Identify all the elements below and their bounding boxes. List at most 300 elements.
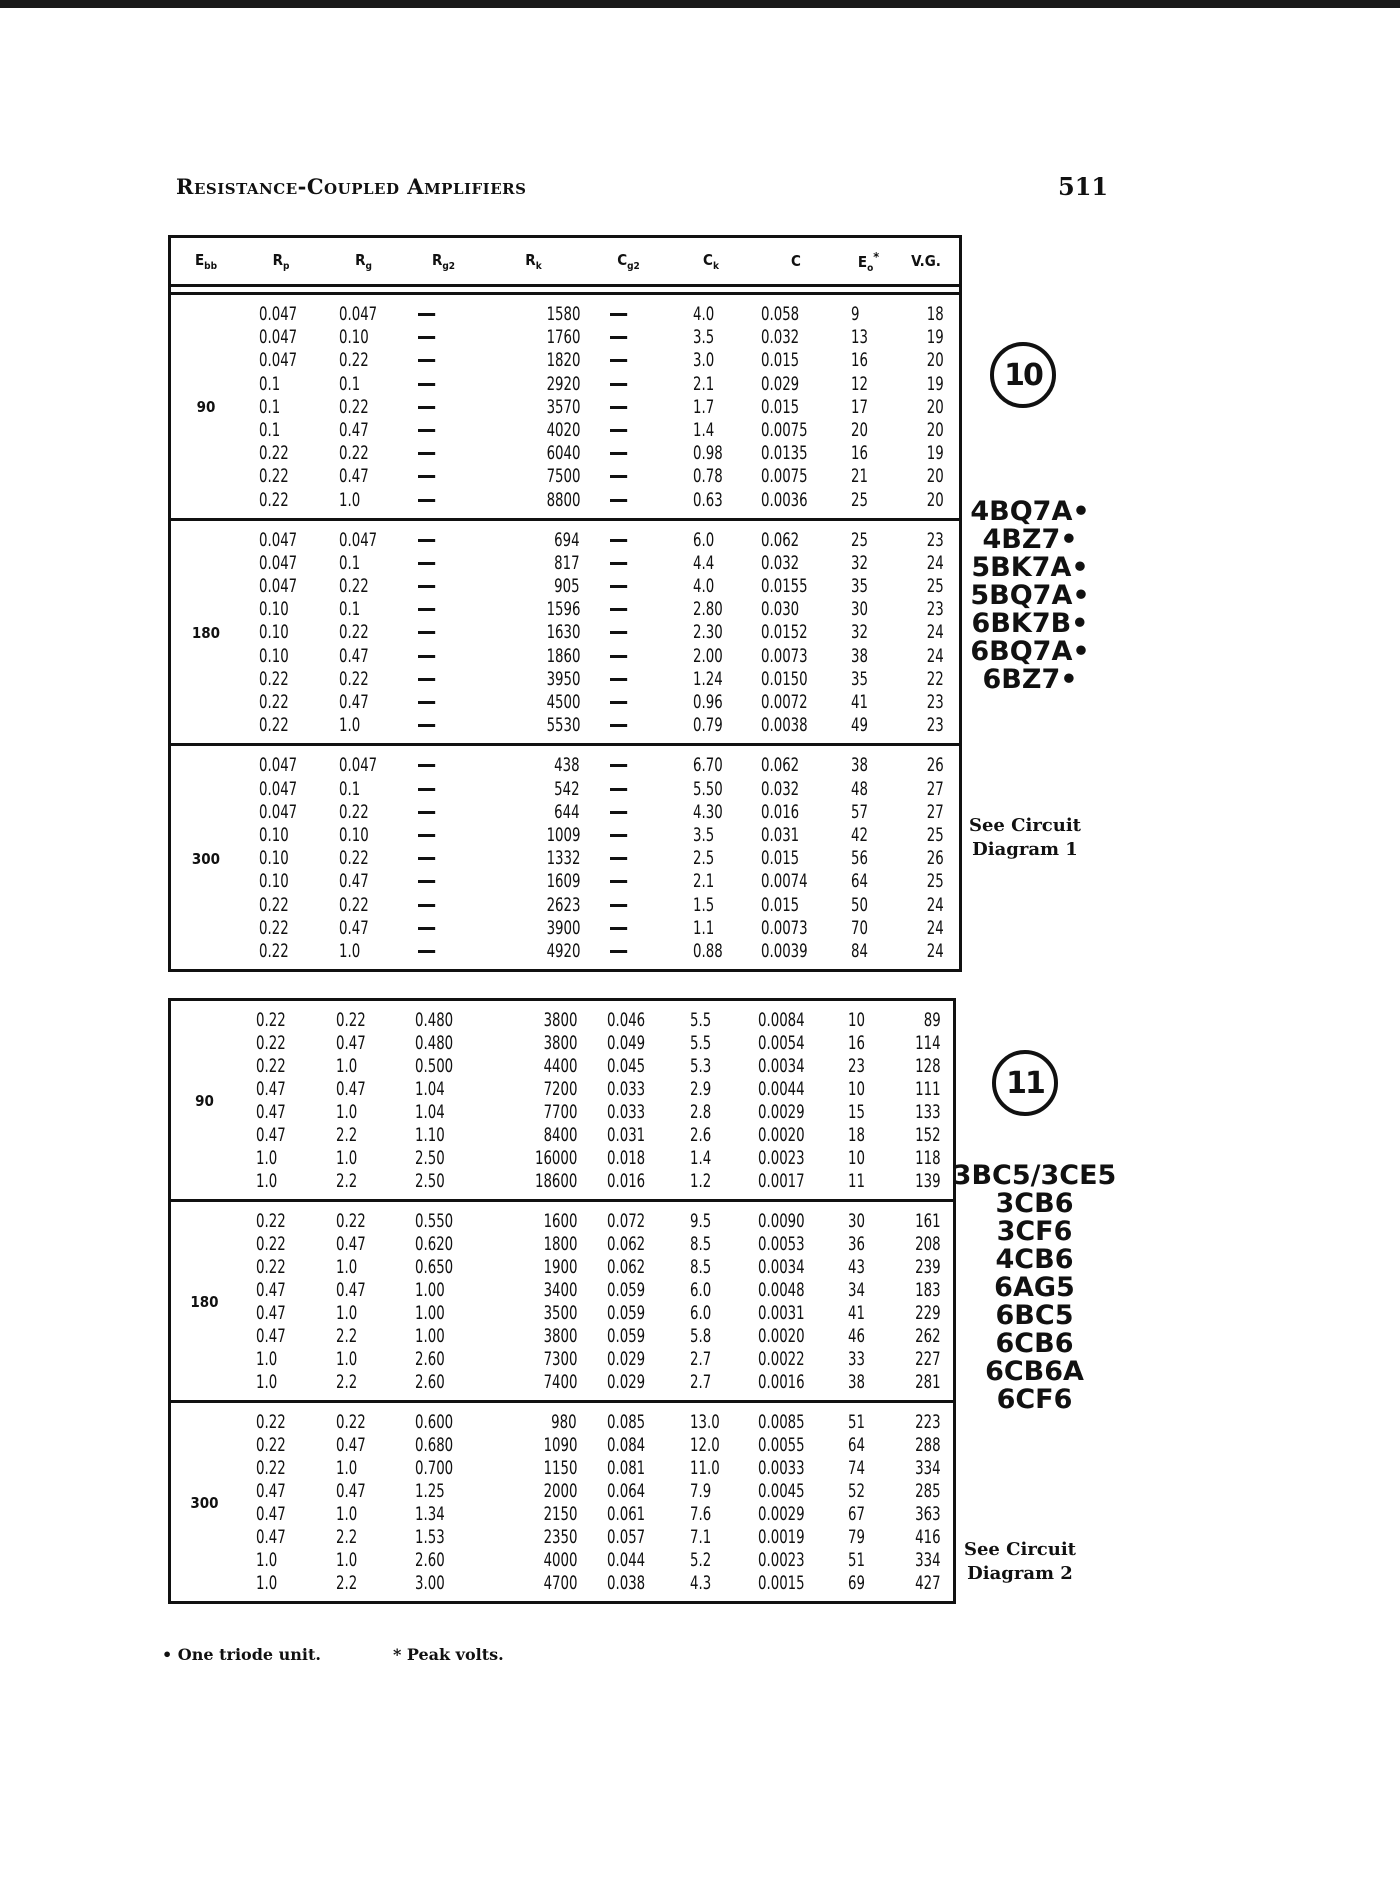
table-cell bbox=[238, 1210, 318, 1233]
table-cell bbox=[671, 778, 751, 801]
cell-value: 3500 bbox=[543, 1302, 577, 1324]
table-cell bbox=[403, 1411, 478, 1434]
cell-value: 0.47 bbox=[256, 1503, 286, 1525]
table-cell bbox=[321, 870, 406, 893]
table-cell bbox=[318, 1124, 403, 1147]
table-cell bbox=[241, 529, 321, 552]
dash-not-applicable bbox=[418, 608, 435, 611]
cell-value: 23 bbox=[927, 528, 944, 551]
cell-value: 1.0 bbox=[256, 1549, 278, 1571]
table-cell bbox=[838, 1233, 893, 1256]
table-cell bbox=[671, 326, 751, 349]
table-cell bbox=[403, 1101, 478, 1124]
cell-value: 111 bbox=[915, 1078, 941, 1100]
table-row bbox=[238, 1434, 953, 1457]
table-cell bbox=[896, 598, 956, 621]
table-cell bbox=[893, 1503, 953, 1526]
cell-value: 0.0033 bbox=[758, 1457, 805, 1479]
cell-value: 0.47 bbox=[256, 1279, 286, 1301]
table-cell bbox=[583, 1572, 668, 1595]
running-head: Resistance-Coupled Amplifiers bbox=[176, 174, 527, 199]
table-cell bbox=[318, 1009, 403, 1032]
footnote-triode: • One triode unit. bbox=[162, 1645, 321, 1664]
cell-value: 0.032 bbox=[761, 551, 800, 574]
cell-value: 46 bbox=[848, 1325, 865, 1347]
table-cell bbox=[406, 714, 481, 737]
cell-value: 3.5 bbox=[693, 326, 715, 349]
table-cell bbox=[838, 1411, 893, 1434]
dash-not-applicable bbox=[418, 406, 435, 409]
table-cell bbox=[841, 303, 896, 326]
table-cell bbox=[586, 824, 671, 847]
table-cell bbox=[671, 303, 751, 326]
cell-value: 1.0 bbox=[336, 1549, 358, 1571]
cell-value: 0.047 bbox=[259, 303, 298, 325]
cell-value: 0.10 bbox=[339, 823, 369, 846]
table-cell bbox=[238, 1526, 318, 1549]
dash-not-applicable bbox=[610, 880, 627, 883]
dash-not-applicable bbox=[418, 475, 435, 478]
table-cell bbox=[668, 1411, 748, 1434]
dash-not-applicable bbox=[610, 834, 627, 837]
table-cell bbox=[893, 1124, 953, 1147]
cell-value: 2.6 bbox=[690, 1124, 712, 1146]
cell-value: 7300 bbox=[543, 1348, 577, 1370]
column-header-subscript: g2 bbox=[627, 260, 640, 272]
table-cell bbox=[668, 1078, 748, 1101]
cell-value: 0.072 bbox=[607, 1210, 646, 1232]
table-cell bbox=[583, 1055, 668, 1078]
table-cell bbox=[238, 1147, 318, 1170]
cell-value: 27 bbox=[927, 777, 944, 800]
cell-value: 16000 bbox=[534, 1147, 577, 1169]
table-row bbox=[241, 465, 959, 488]
table-cell bbox=[896, 621, 956, 644]
cell-value: 3900 bbox=[546, 916, 580, 939]
dash-not-applicable bbox=[418, 499, 435, 502]
cell-value: 0.1 bbox=[259, 418, 281, 441]
table-cell bbox=[748, 1434, 838, 1457]
table-cell bbox=[668, 1279, 748, 1302]
cell-value: 0.47 bbox=[336, 1279, 366, 1301]
cell-value: 980 bbox=[551, 1411, 577, 1433]
table-cell bbox=[321, 847, 406, 870]
cell-value: 1609 bbox=[546, 870, 580, 893]
dash-not-applicable bbox=[610, 857, 627, 860]
table-cell bbox=[403, 1009, 478, 1032]
cell-value: 35 bbox=[851, 667, 868, 690]
dash-not-applicable bbox=[610, 724, 627, 727]
table-cell bbox=[321, 894, 406, 917]
table-cell bbox=[668, 1549, 748, 1572]
cell-value: 10 bbox=[848, 1009, 865, 1031]
cell-value: 1596 bbox=[546, 598, 580, 621]
cell-value: 16 bbox=[851, 349, 868, 372]
table-cell bbox=[668, 1032, 748, 1055]
table-cell bbox=[838, 1101, 893, 1124]
cell-value: 0.1 bbox=[339, 551, 361, 574]
table-cell bbox=[748, 1572, 838, 1595]
column-header bbox=[406, 251, 481, 272]
table-cell bbox=[238, 1279, 318, 1302]
cell-value: 25 bbox=[927, 575, 944, 598]
dash-not-applicable bbox=[418, 724, 435, 727]
table-cell bbox=[583, 1233, 668, 1256]
table-cell bbox=[896, 754, 956, 777]
cell-value: 4000 bbox=[543, 1549, 577, 1571]
table-cell bbox=[478, 1549, 583, 1572]
table-cell bbox=[321, 303, 406, 326]
table-cell bbox=[481, 691, 586, 714]
cell-value: 644 bbox=[554, 800, 580, 823]
cell-value: 16 bbox=[848, 1032, 865, 1054]
table-cell bbox=[841, 940, 896, 963]
table-cell bbox=[241, 442, 321, 465]
table-header bbox=[171, 238, 959, 287]
table-cell bbox=[896, 778, 956, 801]
table-cell bbox=[478, 1124, 583, 1147]
column-header bbox=[481, 251, 586, 272]
table-cell bbox=[893, 1170, 953, 1193]
table-cell bbox=[406, 870, 481, 893]
table-row bbox=[238, 1302, 953, 1325]
table-cell bbox=[668, 1210, 748, 1233]
table-cell bbox=[241, 894, 321, 917]
table-cell bbox=[748, 1032, 838, 1055]
table-cell bbox=[893, 1233, 953, 1256]
table-cell bbox=[321, 824, 406, 847]
table-cell bbox=[241, 396, 321, 419]
table-cell bbox=[668, 1526, 748, 1549]
cell-value: 26 bbox=[927, 754, 944, 777]
cell-value: 19 bbox=[927, 442, 944, 465]
tube-type: 6BQ7A• bbox=[970, 636, 1090, 667]
table-cell bbox=[896, 645, 956, 668]
cell-value: 4.0 bbox=[693, 303, 715, 325]
table-cell bbox=[403, 1434, 478, 1457]
cell-value: 1009 bbox=[546, 823, 580, 846]
cell-value: 57 bbox=[851, 800, 868, 823]
table-cell bbox=[321, 575, 406, 598]
table-cell bbox=[668, 1124, 748, 1147]
table-cell bbox=[893, 1078, 953, 1101]
cell-value: 0.059 bbox=[607, 1279, 646, 1301]
table-cell bbox=[748, 1371, 838, 1394]
table-cell bbox=[406, 645, 481, 668]
table-cell bbox=[671, 621, 751, 644]
cell-value: 0.22 bbox=[259, 939, 289, 962]
table-cell bbox=[318, 1233, 403, 1256]
table-row bbox=[238, 1170, 953, 1193]
table-cell bbox=[748, 1147, 838, 1170]
table-cell bbox=[893, 1549, 953, 1572]
cell-value: 0.033 bbox=[607, 1078, 646, 1100]
column-header bbox=[321, 251, 406, 272]
table-cell bbox=[583, 1210, 668, 1233]
table-cell bbox=[478, 1279, 583, 1302]
table-cell bbox=[748, 1325, 838, 1348]
cell-value: 24 bbox=[927, 939, 944, 962]
table-cell bbox=[838, 1210, 893, 1233]
table-cell bbox=[406, 668, 481, 691]
table-cell bbox=[668, 1147, 748, 1170]
cell-value: 0.047 bbox=[259, 349, 298, 372]
table-cell bbox=[238, 1101, 318, 1124]
dash-not-applicable bbox=[610, 764, 627, 767]
table-cell bbox=[751, 754, 841, 777]
cell-value: 2.1 bbox=[693, 372, 715, 395]
dash-not-applicable bbox=[610, 429, 627, 432]
cell-value: 0.22 bbox=[259, 465, 289, 488]
cell-value: 0.47 bbox=[339, 916, 369, 939]
cell-value: 1.00 bbox=[415, 1325, 445, 1347]
table-cell bbox=[751, 917, 841, 940]
table-cell bbox=[241, 552, 321, 575]
cell-value: 12 bbox=[851, 372, 868, 395]
cell-value: 25 bbox=[851, 488, 868, 511]
table-cell bbox=[241, 465, 321, 488]
table-cell bbox=[893, 1210, 953, 1233]
table-cell bbox=[321, 552, 406, 575]
cell-value: 19 bbox=[927, 372, 944, 395]
dash-not-applicable bbox=[610, 452, 627, 455]
cell-value: 229 bbox=[915, 1302, 941, 1324]
table-cell bbox=[748, 1526, 838, 1549]
table-cell bbox=[671, 847, 751, 870]
column-header-symbol: R bbox=[525, 250, 536, 269]
cell-value: 2.5 bbox=[693, 847, 715, 870]
table-row bbox=[241, 349, 959, 372]
cell-value: 4020 bbox=[546, 418, 580, 441]
cell-value: 2.60 bbox=[415, 1371, 445, 1393]
table-cell bbox=[406, 529, 481, 552]
table-row bbox=[238, 1101, 953, 1124]
table-cell bbox=[406, 778, 481, 801]
table-cell bbox=[321, 396, 406, 419]
cell-value: 1.25 bbox=[415, 1480, 445, 1502]
cell-value: 24 bbox=[927, 551, 944, 574]
table-cell bbox=[671, 917, 751, 940]
cell-value: 0.47 bbox=[256, 1124, 286, 1146]
cell-value: 64 bbox=[851, 870, 868, 893]
table-cell bbox=[586, 529, 671, 552]
table-row bbox=[241, 940, 959, 963]
cell-value: 0.059 bbox=[607, 1302, 646, 1324]
table-cell bbox=[586, 349, 671, 372]
cell-value: 0.047 bbox=[259, 800, 298, 823]
table-cell bbox=[751, 552, 841, 575]
cell-value: 0.015 bbox=[761, 893, 800, 916]
table-cell bbox=[841, 645, 896, 668]
cell-value: 24 bbox=[927, 916, 944, 939]
table-cell bbox=[321, 917, 406, 940]
table-cell bbox=[241, 598, 321, 621]
table-cell bbox=[893, 1434, 953, 1457]
table-cell bbox=[583, 1480, 668, 1503]
cell-value: 89 bbox=[924, 1009, 941, 1031]
cell-value: 0.47 bbox=[336, 1032, 366, 1054]
cell-value: 12.0 bbox=[690, 1434, 720, 1456]
tube-type: 3CB6 bbox=[995, 1188, 1074, 1219]
table-cell bbox=[238, 1549, 318, 1572]
cell-value: 2.1 bbox=[693, 870, 715, 893]
cell-value: 0.0034 bbox=[758, 1256, 805, 1278]
cell-value: 0.085 bbox=[607, 1411, 646, 1433]
cell-value: 1.0 bbox=[336, 1348, 358, 1370]
table-cell bbox=[671, 801, 751, 824]
tube-type: 4BZ7• bbox=[982, 524, 1078, 555]
table-cell bbox=[838, 1480, 893, 1503]
table-row bbox=[238, 1480, 953, 1503]
table-cell bbox=[481, 419, 586, 442]
cell-value: 0.22 bbox=[339, 442, 369, 465]
table-cell bbox=[318, 1256, 403, 1279]
cell-value: 24 bbox=[927, 621, 944, 644]
dash-not-applicable bbox=[418, 678, 435, 681]
table-cell bbox=[893, 1480, 953, 1503]
table-cell bbox=[481, 621, 586, 644]
table-cell bbox=[481, 870, 586, 893]
table-cell bbox=[318, 1348, 403, 1371]
table-cell bbox=[321, 465, 406, 488]
cell-value: 1760 bbox=[546, 326, 580, 349]
cell-value: 2.50 bbox=[415, 1147, 445, 1169]
table-row bbox=[238, 1457, 953, 1480]
table-row bbox=[238, 1503, 953, 1526]
cell-value: 0.22 bbox=[339, 621, 369, 644]
table-cell bbox=[321, 373, 406, 396]
cell-value: 0.0023 bbox=[758, 1549, 805, 1571]
table-cell bbox=[841, 894, 896, 917]
table-cell bbox=[751, 940, 841, 963]
cell-value: 0.038 bbox=[607, 1572, 646, 1594]
dash-not-applicable bbox=[610, 499, 627, 502]
table-cell bbox=[478, 1572, 583, 1595]
cell-value: 7500 bbox=[546, 465, 580, 488]
cell-value: 3400 bbox=[543, 1279, 577, 1301]
cell-value: 161 bbox=[915, 1210, 941, 1232]
table-cell bbox=[403, 1055, 478, 1078]
table-cell bbox=[668, 1302, 748, 1325]
cell-value: 30 bbox=[851, 598, 868, 621]
dash-not-applicable bbox=[610, 701, 627, 704]
table-cell bbox=[238, 1078, 318, 1101]
table-cell bbox=[748, 1549, 838, 1572]
table-cell bbox=[403, 1147, 478, 1170]
table-cell bbox=[321, 778, 406, 801]
column-header bbox=[896, 252, 956, 270]
cell-value: 2.8 bbox=[690, 1101, 712, 1123]
cell-value: 5.50 bbox=[693, 777, 723, 800]
table-cell bbox=[586, 691, 671, 714]
dash-not-applicable bbox=[418, 383, 435, 386]
table-cell bbox=[481, 645, 586, 668]
table-cell bbox=[838, 1055, 893, 1078]
cell-value: 51 bbox=[848, 1549, 865, 1571]
cell-value: 1.53 bbox=[415, 1526, 445, 1548]
cell-value: 0.480 bbox=[415, 1032, 454, 1054]
dash-not-applicable bbox=[418, 359, 435, 362]
table-cell bbox=[478, 1503, 583, 1526]
table-row bbox=[238, 1572, 953, 1595]
table-cell bbox=[321, 326, 406, 349]
table-cell bbox=[318, 1526, 403, 1549]
table-cell bbox=[583, 1411, 668, 1434]
cell-value: 0.10 bbox=[259, 598, 289, 621]
table-cell bbox=[838, 1147, 893, 1170]
table-cell bbox=[841, 824, 896, 847]
table-cell bbox=[751, 870, 841, 893]
table-cell bbox=[318, 1279, 403, 1302]
cell-value: 139 bbox=[915, 1170, 941, 1192]
table-cell bbox=[838, 1032, 893, 1055]
cell-value: 1.0 bbox=[256, 1147, 278, 1169]
table-cell bbox=[748, 1101, 838, 1124]
cell-value: 2.50 bbox=[415, 1170, 445, 1192]
dash-not-applicable bbox=[418, 701, 435, 704]
table-cell bbox=[238, 1233, 318, 1256]
table-cell bbox=[893, 1055, 953, 1078]
table-cell bbox=[406, 552, 481, 575]
cell-value: 0.22 bbox=[256, 1434, 286, 1456]
table-cell bbox=[893, 1348, 953, 1371]
table-row bbox=[241, 714, 959, 737]
table-cell bbox=[668, 1503, 748, 1526]
table-circuit-11 bbox=[168, 998, 956, 1604]
cell-value: 2.60 bbox=[415, 1348, 445, 1370]
cell-value: 30 bbox=[848, 1210, 865, 1232]
column-header-subscript: g bbox=[365, 260, 372, 272]
table-cell bbox=[481, 847, 586, 870]
cell-value: 67 bbox=[848, 1503, 865, 1525]
table-cell bbox=[896, 847, 956, 870]
table-cell bbox=[586, 645, 671, 668]
voltage-group bbox=[171, 1202, 953, 1403]
cell-value: 5.8 bbox=[690, 1325, 712, 1347]
table-cell bbox=[321, 714, 406, 737]
column-header-symbol: R bbox=[355, 250, 366, 269]
table-cell bbox=[406, 303, 481, 326]
table-cell bbox=[751, 778, 841, 801]
cell-value: 0.029 bbox=[761, 372, 800, 395]
cell-value: 23 bbox=[927, 598, 944, 621]
cell-value: 0.22 bbox=[339, 667, 369, 690]
table-cell bbox=[668, 1572, 748, 1595]
cell-value: 32 bbox=[851, 551, 868, 574]
cell-value: 0.049 bbox=[607, 1032, 646, 1054]
voltage-group bbox=[171, 746, 959, 969]
cell-value: 3800 bbox=[543, 1325, 577, 1347]
table-cell bbox=[586, 442, 671, 465]
table-cell bbox=[748, 1457, 838, 1480]
cell-value: 1900 bbox=[543, 1256, 577, 1278]
table-cell bbox=[321, 598, 406, 621]
cell-value: 0.47 bbox=[339, 418, 369, 441]
table-row bbox=[238, 1411, 953, 1434]
cell-value: 20 bbox=[927, 418, 944, 441]
table-cell bbox=[241, 847, 321, 870]
cell-value: 84 bbox=[851, 939, 868, 962]
cell-value: 128 bbox=[915, 1055, 941, 1077]
cell-value: 52 bbox=[848, 1480, 865, 1502]
cell-value: 0.47 bbox=[256, 1078, 286, 1100]
see-note-line: See Circuit bbox=[968, 815, 1082, 836]
tube-type: 6BC5 bbox=[995, 1300, 1074, 1331]
cell-value: 38 bbox=[851, 754, 868, 777]
table-cell bbox=[318, 1480, 403, 1503]
table-cell bbox=[668, 1256, 748, 1279]
column-header-symbol: R bbox=[431, 250, 443, 269]
